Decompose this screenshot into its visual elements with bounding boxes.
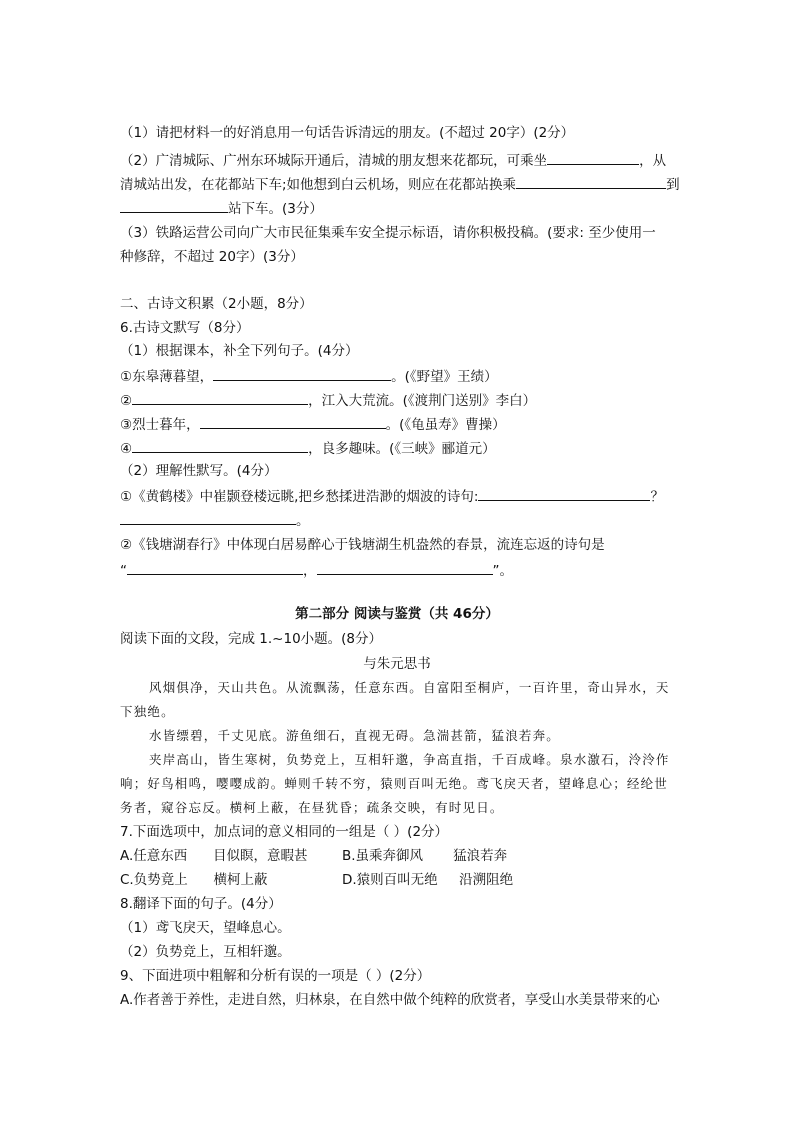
question-8-sentence-2: （2）负势竞上，互相轩邈。: [120, 944, 291, 960]
recitation-line-4: [120, 438, 496, 458]
article-paragraph-3b: 响；好鸟相鸣，嘤嘤成韵。蝉则千转不穷，猿则百叫无绝。鸢飞戾天者，望峰息心；经纶世: [120, 776, 669, 791]
q1-part1: （1）请把材料一的好消息用一句话告诉清远的朋友。(不超过 20字）(2分）: [120, 125, 575, 141]
answer-blank[interactable]: [127, 560, 303, 575]
q1-part3-line2: 种修辞，不超过 20字）(3分）: [120, 249, 304, 265]
answer-blank[interactable]: [516, 174, 666, 189]
recitation-line-3: [120, 414, 506, 434]
question-9: 9、下面进项中粗解和分析有误的一项是（ ）(2分）: [120, 968, 431, 984]
answer-blank[interactable]: [317, 560, 493, 575]
part-title: 第二部分 阅读与鉴赏（共 46分）: [295, 606, 499, 622]
article-paragraph-1b: 下独绝。: [120, 704, 175, 719]
recitation-prompt: ①东皋薄暮望，: [120, 369, 214, 385]
understanding-line-2: ②《钱塘湖春行》中体现白居易醉心于钱塘湖生机盎然的春景，流连忘返的诗句是: [120, 537, 605, 553]
understanding-line-2b: [120, 560, 513, 580]
question-6-part2: （2）理解性默写。(4分）: [120, 463, 278, 479]
close-quote: ”。: [492, 563, 513, 579]
q1-part2-text-e: 站下车。(3分）: [228, 201, 323, 217]
article-paragraph-3c: 务者，窥谷忘反。横柯上蔽，在昼犹昏；疏条交映，有时见日。: [120, 800, 504, 815]
article-title: 与朱元思书: [363, 656, 431, 672]
period: 。: [296, 513, 310, 529]
question-6-part1: （1）根据课本，补全下列句子。(4分）: [120, 343, 359, 359]
recitation-prompt: ③烈士暮年，: [120, 417, 200, 433]
recitation-line-1: [120, 366, 498, 386]
q1-part2-text-b: ，从: [639, 153, 667, 169]
answer-blank[interactable]: [200, 414, 386, 429]
q1-part2-text-a: （2）广清城际、广州东环城际开通后，清城的朋友想来花都玩，可乘坐: [120, 153, 548, 169]
question-9-option-a[interactable]: A.作者善于养性，走进自然，归林泉，在自然中做个纯粹的欣赏者，享受山水美景带来的心: [120, 992, 660, 1008]
answer-blank[interactable]: [132, 390, 308, 405]
article-paragraph-3a: 夹岸高山，皆生寒树，负势竞上，互相轩邈，争高直指，千百成峰。泉水激石，泠泠作: [149, 752, 670, 767]
recitation-source: ，江入大荒流。(《渡荆门送别》李白）: [308, 393, 537, 409]
option-b[interactable]: B.虽乘奔御风 猛浪若奔: [342, 848, 508, 864]
article-paragraph-2: 水皆缥碧，千丈见底。游鱼细石，直视无碍。急湍甚箭，猛浪若奔。: [149, 728, 561, 743]
option-c[interactable]: C.负势竟上 横柯上蔽: [120, 872, 268, 888]
answer-blank[interactable]: [132, 438, 308, 453]
q1-part2-line3: [120, 198, 323, 218]
understanding-prompt: ①《黄鹤楼》中崔颢登楼远眺,把乡愁揉进浩渺的烟波的诗句:: [120, 489, 479, 505]
question-8: 8.翻译下面的句子。(4分）: [120, 896, 282, 912]
answer-blank[interactable]: [120, 510, 296, 525]
answer-blank[interactable]: [478, 486, 650, 501]
answer-blank[interactable]: [547, 150, 639, 165]
section-heading: 二、古诗文积累（2小题，8分）: [120, 296, 313, 312]
article-paragraph-1a: 风烟俱净，天山共色。从流飘荡，任意东西。自富阳至桐庐，一百许里，奇山异水，天: [149, 680, 670, 695]
q1-part2-line1: [120, 150, 666, 170]
option-a[interactable]: A.任意东西 目似瞑，意暇甚: [120, 848, 308, 864]
recitation-prompt: ②: [120, 393, 133, 409]
question-8-sentence-1: （1）鸢飞戾天，望峰息心。: [120, 920, 291, 936]
question-7: 7.下面选项中，加点词的意义相同的一组是（ ）(2分）: [120, 824, 449, 840]
recitation-source: ，良多趣味。(《三峡》郦道元）: [308, 441, 496, 457]
q1-part3-line1: （3）铁路运营公司向广大市民征集乘车安全提示标语，请你积极投稿。(要求: 至少使用一: [120, 225, 656, 241]
question-6-title: 6.古诗文默写（8分）: [120, 320, 250, 336]
comma: ，: [303, 563, 317, 579]
recitation-source: 。(《野望》王绩）: [391, 369, 498, 385]
q1-part2-text-d: 到: [666, 177, 680, 193]
q1-part2-text-c: 清城站出发，在花都站下车;如他想到白云机场，则应在花都站换乘: [120, 177, 517, 193]
question-7-options-ab: [120, 847, 507, 865]
understanding-line-1b: [120, 510, 310, 530]
question-7-options-cd: [120, 871, 513, 889]
understanding-line-1: [120, 486, 664, 506]
answer-blank[interactable]: [213, 366, 391, 381]
option-d[interactable]: D.猿则百叫无绝 沿溯阻绝: [342, 872, 514, 888]
answer-blank[interactable]: [120, 198, 228, 213]
recitation-line-2: [120, 390, 536, 410]
open-quote: “: [120, 563, 127, 579]
question-mark: ？: [650, 489, 664, 505]
reading-intro: 阅读下面的文段，完成 1.~10小题。(8分）: [120, 631, 383, 647]
q1-part2-line2: [120, 174, 680, 194]
recitation-source: 。(《龟虽寿》曹操）: [385, 417, 506, 433]
recitation-prompt: ④: [120, 441, 133, 457]
